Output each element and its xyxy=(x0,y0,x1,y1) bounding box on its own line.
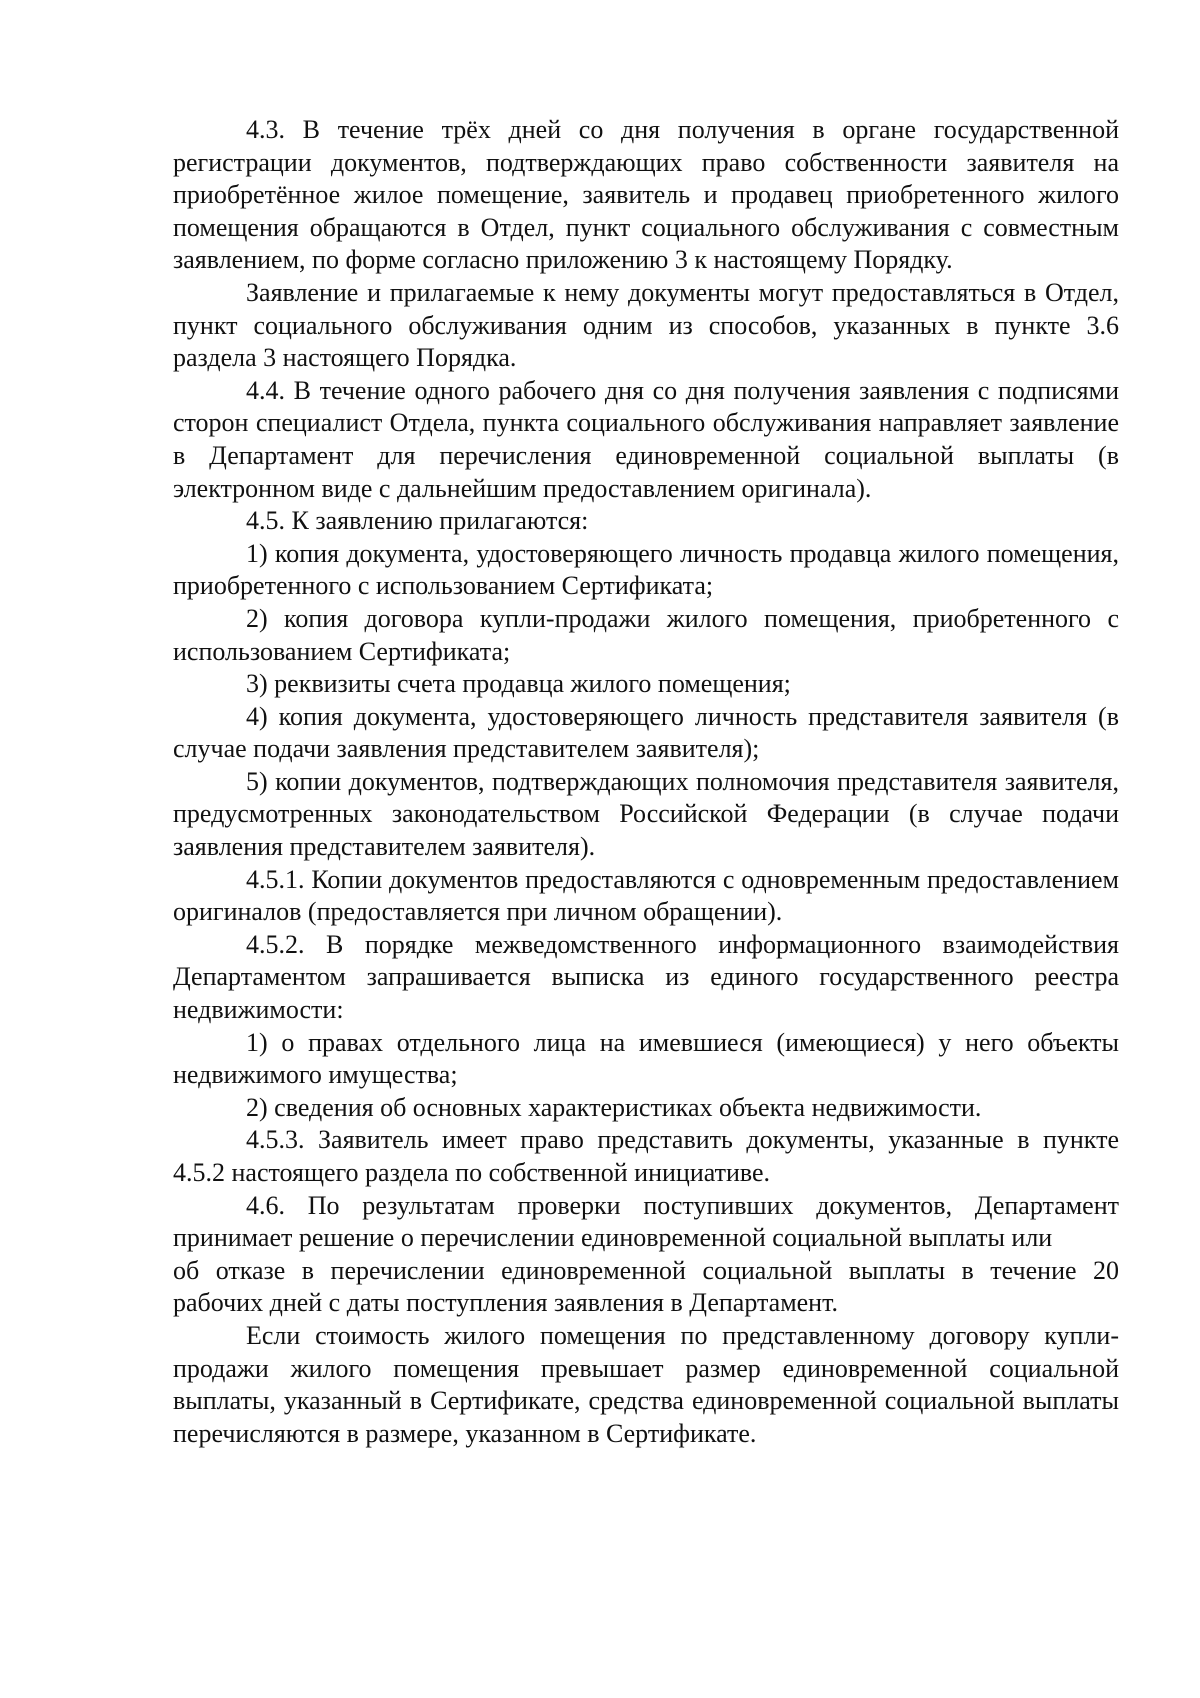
paragraph-4-5-1: 4.5.1. Копии документов предоставляются с одновременным предоставлением оригиналов (предоставляется при личном обращении). xyxy=(173,864,1119,927)
paragraph-4-6-continuation: об отказе в перечислении единовременной социальной выплаты в течение 20 рабочих дней с даты поступления заявления в Департамент. xyxy=(173,1255,1119,1318)
paragraph-4-3: 4.3. В течение трёх дней со дня получения в органе государственной регистрации документов, подтверждающих право собственности заявителя на приобретённое жилое помещение, заявитель и продавец приобретенного жилого помещения обращаются в Отдел, пункт социального обслуживания с совместным заявлением, по форме согласно приложению 3 к настоящему Порядку. xyxy=(173,115,1119,275)
paragraph-4-4: 4.4. В течение одного рабочего дня со дня получения заявления с подписями сторон специалист Отдела, пункта социального обслуживания направляет заявление в Департамент для перечисления единовременной социальной выплаты (в электронном виде с дальнейшим предоставлением оригинала). xyxy=(173,375,1119,503)
registry-item-2: 2) сведения об основных характеристиках объекта недвижимости. xyxy=(246,1092,982,1122)
paragraph-4-6: 4.6. По результатам проверки поступивших документов, Департамент принимает решение о перечислении единовременной социальной выплаты или xyxy=(173,1190,1119,1253)
paragraph-4-5-2: 4.5.2. В порядке межведомственного информационного взаимодействия Департаментом запрашивается выписка из единого государственного реестра недвижимости: xyxy=(173,929,1119,1025)
paragraph-payment-amount: Если стоимость жилого помещения по представленному договору купли-продажи жилого помещения превышает размер единовременной социальной выплаты, указанный в Сертификате, средства единовременной социальной выплаты перечисляются в размере, указанном в Сертификате. xyxy=(173,1320,1119,1448)
document-body xyxy=(173,114,1119,1450)
paragraph-application-submission: Заявление и прилагаемые к нему документы могут предоставляться в Отдел, пункт социального обслуживания одним из способов, указанных в пункте 3.6 раздела 3 настоящего Порядка. xyxy=(173,277,1119,373)
list-item-3: 3) реквизиты счета продавца жилого помещения; xyxy=(246,669,791,699)
list-item-5: 5) копии документов, подтверждающих полномочия представителя заявителя, предусмотренных законодательством Российской Федерации (в случае подачи заявления представителем заявителя). xyxy=(173,766,1119,862)
list-item-4: 4) копия документа, удостоверяющего личность представителя заявителя (в случае подачи заявления представителем заявителя); xyxy=(173,701,1119,764)
paragraph-4-5-3: 4.5.3. Заявитель имеет право представить документы, указанные в пункте 4.5.2 настоящего раздела по собственной инициативе. xyxy=(173,1125,1119,1187)
registry-item-1: 1) о правах отдельного лица на имевшиеся (имеющиеся) у него объекты недвижимого имущества; xyxy=(173,1027,1119,1090)
list-item-2: 2) копия договора купли-продажи жилого помещения, приобретенного с использованием Сертификата; xyxy=(173,603,1119,666)
paragraph-4-5: 4.5. К заявлению прилагаются: xyxy=(246,506,589,536)
list-item-1: 1) копия документа, удостоверяющего личность продавца жилого помещения, приобретенного с использованием Сертификата; xyxy=(173,538,1119,601)
